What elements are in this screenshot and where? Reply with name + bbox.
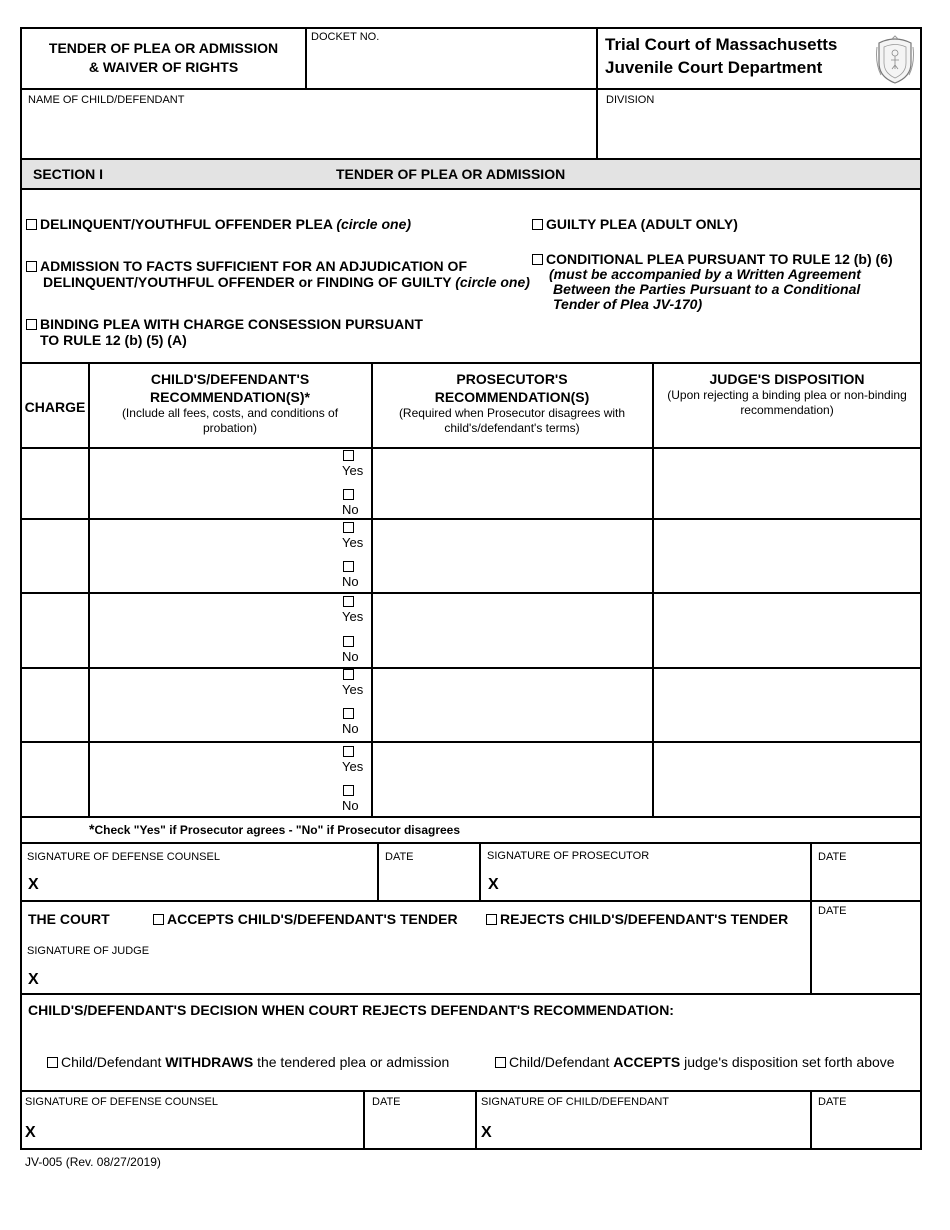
checkbox-delinquent[interactable]	[26, 219, 37, 230]
prosecutor-agree-no-5[interactable]: No	[342, 785, 359, 813]
option-admission: ADMISSION TO FACTS SUFFICIENT FOR AN ADJUDICATION OF DELINQUENT/YOUTHFUL OFFENDER or FINDING OF GUILTY (circle one)	[26, 258, 530, 290]
form-title: TENDER OF PLEA OR ADMISSION & WAIVER OF RIGHTS	[48, 40, 279, 75]
checkbox-yes[interactable]	[343, 596, 354, 607]
sig2-child-x: X	[481, 1124, 492, 1141]
court-date-label: DATE	[818, 905, 847, 917]
checkbox-conditional[interactable]	[532, 254, 543, 265]
option-binding: BINDING PLEA WITH CHARGE CONSESSION PURSUANT TO RULE 12 (b) (5) (A)	[26, 316, 423, 348]
docket-field[interactable]	[307, 44, 595, 88]
sig-defense-x: X	[28, 876, 39, 893]
col-prosecutor-header: PROSECUTOR'S RECOMMENDATION(S) (Required when Prosecutor disagrees with child's/defendant's terms)	[398, 371, 626, 435]
sig2-date-label: DATE	[372, 1096, 401, 1108]
massachusetts-seal-icon	[873, 33, 917, 85]
court-rejects-option: REJECTS CHILD'S/DEFENDANT'S TENDER	[486, 911, 788, 927]
prosecutor-agree-yes-2[interactable]: Yes	[342, 522, 363, 550]
prosecutor-agree-no-4[interactable]: No	[342, 708, 359, 736]
checkbox-yes[interactable]	[343, 522, 354, 533]
footnote: *Check "Yes" if Prosecutor agrees - "No" if Prosecutor disagrees	[89, 821, 461, 837]
checkbox-accept[interactable]	[495, 1057, 506, 1068]
decision-title: CHILD'S/DEFENDANT'S DECISION WHEN COURT REJECTS DEFENDANT'S RECOMMENDATION:	[28, 1002, 674, 1018]
section1-title: TENDER OF PLEA OR ADMISSION	[336, 166, 566, 182]
prosecutor-agree-yes-3[interactable]: Yes	[342, 596, 363, 624]
docket-label: DOCKET NO.	[311, 31, 380, 43]
option-guilty: GUILTY PLEA (ADULT ONLY)	[532, 216, 738, 232]
judge-sig-x: X	[28, 971, 39, 988]
sig-defense-label: SIGNATURE OF DEFENSE COUNSEL	[27, 851, 220, 863]
checkbox-admission[interactable]	[26, 261, 37, 272]
sig-date-label: DATE	[385, 851, 414, 863]
prosecutor-agree-no-1[interactable]: No	[342, 489, 359, 517]
col-child-header: CHILD'S/DEFENDANT'S RECOMMENDATION(S)* (Include all fees, costs, and conditions of probation)	[121, 371, 339, 435]
col-judge-header: JUDGE'S DISPOSITION (Upon rejecting a binding plea or non-binding recommendation)	[667, 371, 907, 417]
checkbox-withdraw[interactable]	[47, 1057, 58, 1068]
division-label: DIVISION	[606, 94, 655, 106]
division-field[interactable]	[598, 108, 920, 158]
name-field[interactable]	[22, 108, 594, 158]
checkbox-binding[interactable]	[26, 319, 37, 330]
court-label: THE COURT	[28, 911, 110, 927]
col-charge-header: CHARGE	[24, 399, 86, 415]
checkbox-no[interactable]	[343, 708, 354, 719]
checkbox-no[interactable]	[343, 561, 354, 572]
sig-date2-label: DATE	[818, 851, 847, 863]
checkbox-yes[interactable]	[343, 450, 354, 461]
prosecutor-agree-no-3[interactable]: No	[342, 636, 359, 664]
checkbox-accepts[interactable]	[153, 914, 164, 925]
checkbox-guilty[interactable]	[532, 219, 543, 230]
form-frame	[20, 27, 922, 1150]
sig2-child-label: SIGNATURE OF CHILD/DEFENDANT	[481, 1096, 670, 1108]
option-conditional: CONDITIONAL PLEA PURSUANT TO RULE 12 (b) (6) (must be accompanied by a Written Agreement Between the Parties Pursuant to a Conditional Tender of Plea JV-170)	[532, 252, 893, 312]
prosecutor-agree-yes-5[interactable]: Yes	[342, 746, 363, 774]
name-label: NAME OF CHILD/DEFENDANT	[28, 94, 185, 106]
prosecutor-agree-yes-1[interactable]: Yes	[342, 450, 363, 478]
checkbox-yes[interactable]	[343, 669, 354, 680]
prosecutor-agree-no-2[interactable]: No	[342, 561, 359, 589]
decision-accept-option: Child/Defendant ACCEPTS judge's disposition set forth above	[495, 1054, 895, 1070]
section1-label: SECTION I	[33, 166, 104, 182]
checkbox-yes[interactable]	[343, 746, 354, 757]
sig-prosecutor-x: X	[488, 876, 499, 893]
sig2-date2-label: DATE	[818, 1096, 847, 1108]
sig-prosecutor-label: SIGNATURE OF PROSECUTOR	[487, 850, 650, 862]
option-delinquent: DELINQUENT/YOUTHFUL OFFENDER PLEA (circle one)	[26, 216, 411, 232]
sig2-defense-label: SIGNATURE OF DEFENSE COUNSEL	[25, 1096, 218, 1108]
court-name: Trial Court of Massachusetts Juvenile Court Department	[605, 35, 838, 77]
checkbox-no[interactable]	[343, 636, 354, 647]
form-number: JV-005 (Rev. 08/27/2019)	[25, 1155, 161, 1169]
prosecutor-agree-yes-4[interactable]: Yes	[342, 669, 363, 697]
checkbox-rejects[interactable]	[486, 914, 497, 925]
judge-sig-label: SIGNATURE OF JUDGE	[27, 945, 150, 957]
decision-withdraw-option: Child/Defendant WITHDRAWS the tendered plea or admission	[47, 1054, 449, 1070]
sig2-defense-x: X	[25, 1124, 36, 1141]
checkbox-no[interactable]	[343, 785, 354, 796]
checkbox-no[interactable]	[343, 489, 354, 500]
court-accepts-option: ACCEPTS CHILD'S/DEFENDANT'S TENDER	[153, 911, 458, 927]
